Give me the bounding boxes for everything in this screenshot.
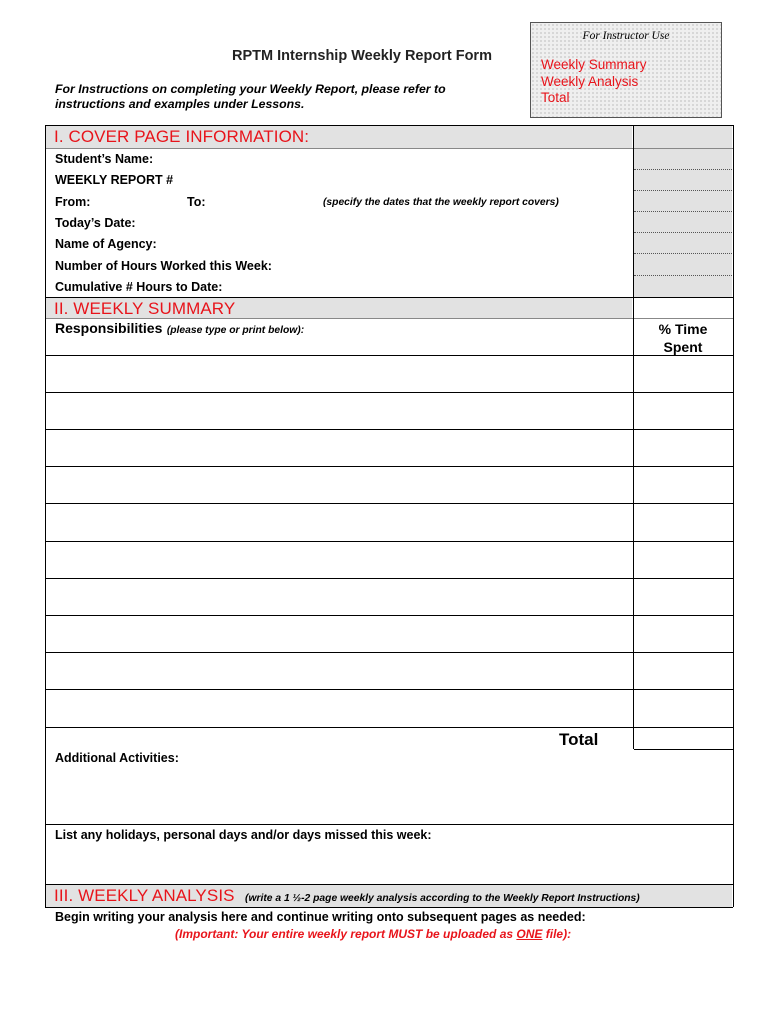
todays-date-label: Today’s Date:	[55, 216, 136, 230]
instructions-note: For Instructions on completing your Weekly Report, please refer to instructions and examples under Lessons.	[55, 82, 446, 111]
cumulative-hours-label: Cumulative # Hours to Date:	[55, 280, 223, 294]
time-spent-line-2: Spent	[663, 339, 703, 355]
to-date-label: To:	[187, 195, 206, 209]
responsibilities-note: (please type or print below):	[166, 325, 305, 336]
upload-important-note	[175, 927, 571, 941]
important-text-one: ONE	[516, 927, 543, 941]
begin-analysis-instruction: Begin writing your analysis here and continue writing onto subsequent pages as needed:	[55, 910, 586, 924]
weekly-report-number-label: WEEKLY REPORT #	[55, 173, 174, 187]
hours-this-week-label: Number of Hours Worked this Week:	[55, 259, 272, 273]
section-3-heading: III. WEEKLY ANALYSIS	[54, 886, 235, 905]
dates-note: (specify the dates that the weekly report covers)	[323, 197, 559, 208]
agency-name-label: Name of Agency:	[55, 237, 157, 251]
section-2-heading: II. WEEKLY SUMMARY	[54, 299, 236, 318]
section-1-heading: I. COVER PAGE INFORMATION:	[54, 127, 310, 146]
holidays-label: List any holidays, personal days and/or days missed this week:	[55, 828, 432, 842]
time-spent-header	[634, 320, 732, 356]
form-title: RPTM Internship Weekly Report Form	[232, 48, 492, 64]
time-spent-line-1: % Time	[658, 321, 708, 337]
students-name-label: Student’s Name:	[55, 152, 154, 166]
instructor-box-title: For Instructor Use	[582, 30, 670, 42]
section-3-note: (write a 1 ½-2 page weekly analysis according to the Weekly Report Instructions)	[245, 893, 640, 904]
from-date-label: From:	[55, 195, 91, 209]
section-3-header	[54, 886, 640, 906]
responsibilities-label: Responsibilities	[55, 320, 163, 336]
important-text-post: file):	[542, 927, 572, 941]
instructor-total: Total	[541, 90, 570, 105]
additional-activities-label: Additional Activities:	[55, 751, 179, 765]
cover-score-column-bg	[634, 126, 732, 298]
instructor-weekly-summary: Weekly Summary	[541, 57, 647, 72]
total-label: Total	[559, 730, 599, 749]
instructor-weekly-analysis: Weekly Analysis	[541, 74, 639, 89]
responsibilities-header	[55, 320, 304, 338]
important-text-pre: (Important: Your entire weekly report MUST be uploaded as	[175, 927, 517, 941]
instructor-use-box	[530, 22, 722, 118]
